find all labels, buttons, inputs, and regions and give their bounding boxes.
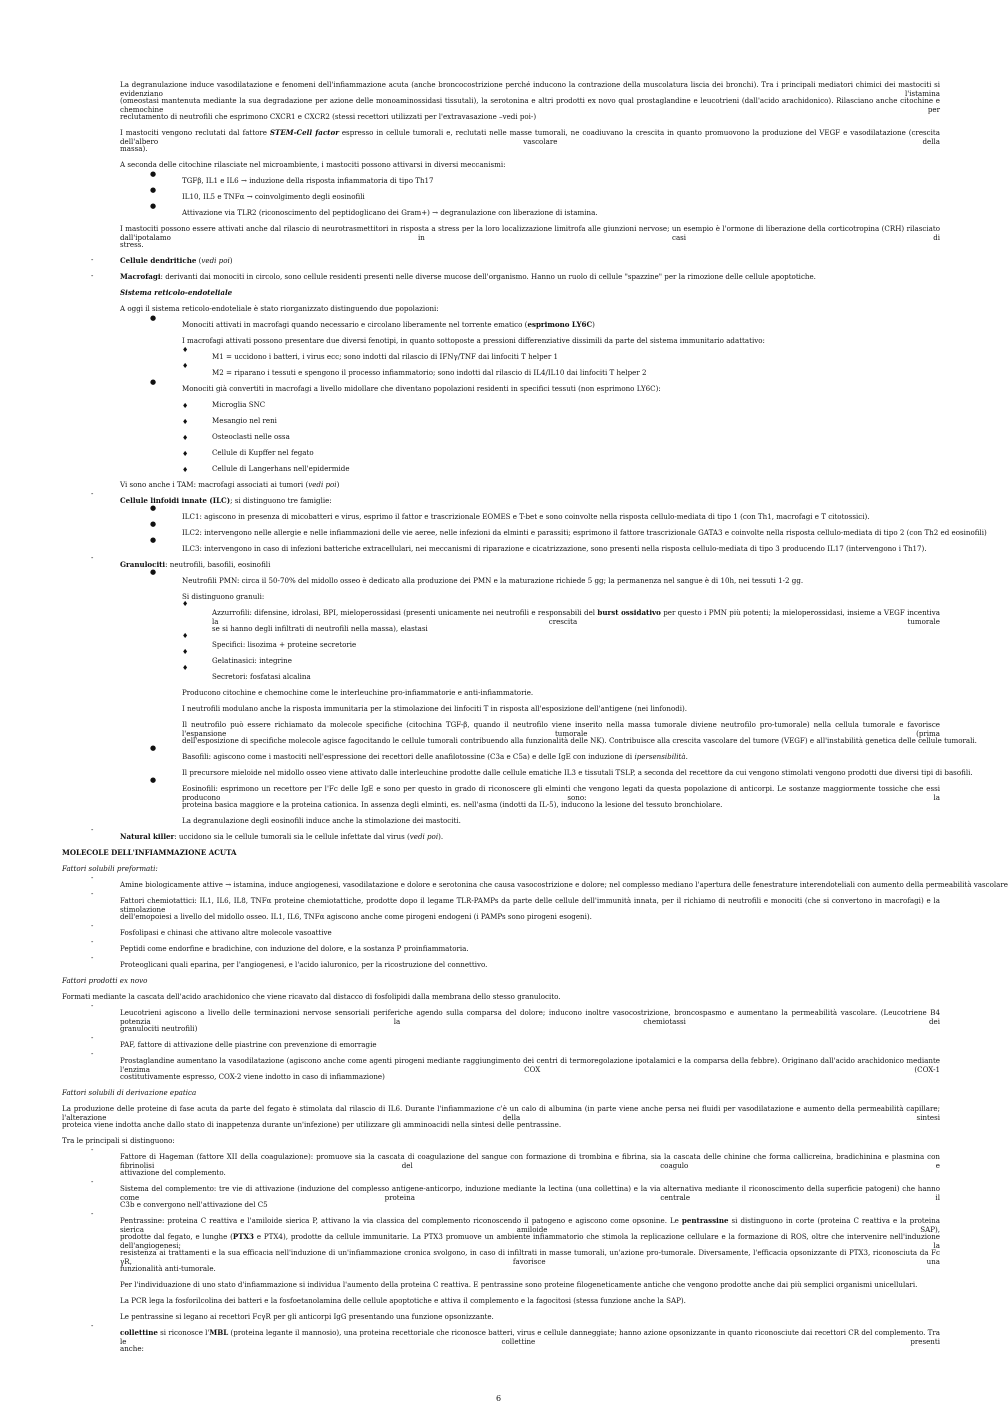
text-line: Osteoclasti nelle ossa — [212, 432, 290, 441]
text-line: massa). — [120, 144, 148, 153]
dash-bullet: - — [91, 890, 94, 898]
text-line: Sistema del complemento: tre vie di attivazione (induzione del complesso antigene-anticorpo, induzione mediante la lectina (una collettina) e la via alternativa mediante il riconoscimento della superficie patogeni) che hanno come proteina centrale il — [120, 1184, 940, 1202]
text-line: Per l'individuazione di uno stato d'infiammazione si individua l'aumento della proteina C reattiva. E pentrassine sono proteine filogeneticamente antiche che vengono prodotte anche dai più semplici organismi unicellulari. — [120, 1280, 918, 1289]
text-line: Il neutrofilo può essere richiamato da molecole specifiche (citochina TGF-β, quando il neutrofilo viene inserito nella massa tumorale diviene neutrofilo pro-tumorale) nella cellula tumorale e favorisce l'espansione tumorale (prima — [182, 720, 940, 738]
text-line: La PCR lega la fosforilcolina dei batteri e la fosfoetanolamina delle cellule apoptotiche e attiva il complemento e la fagocitosi (stessa funzione anche la SAP). — [120, 1296, 686, 1305]
text-line: attivazione del complemento. — [120, 1168, 226, 1177]
dot-bullet: ● — [150, 186, 157, 194]
diamond-bullet: ♦ — [182, 664, 189, 672]
text-line: La degranulazione degli eosinofili induce anche la stimolazione dei mastociti. — [182, 816, 461, 825]
dash-bullet: - — [91, 1050, 94, 1058]
text-line: proteina basica maggiore e la proteina cationica. In assenza degli elminti, es. nell'asma (indotti da IL-5), inducono la lesione del tessuto bronchiolare. — [182, 800, 723, 809]
text-line: IL10, IL5 e TNFα → coinvolgimento degli eosinofili — [182, 192, 365, 201]
text-line: Fattore di Hageman (fattore XII della coagulazione): promuove sia la cascata di coagulazione del sangue con formazione di trombina e fibrina, sia la cascata delle chinine che forma callicreina, bradichinina e plasmina con fibrinolisi del coagulo e — [120, 1152, 940, 1170]
text-line: Amine biologicamente attive → istamina, induce angiogenesi, vasodilatazione e dolore e serotonina che causa vasocostrizione e dolore; nel complesso mediano l'apertura delle fenestrature interendoteliali con aumento della permeabilità vascolare — [120, 880, 1008, 889]
text-line: Vi sono anche i TAM: macrofagi associati ai tumori (vedi poi) — [120, 480, 340, 489]
text-line: proteica viene indotta anche dallo stato di inappetenza durante un'infezione) per utilizzare gli amminoacidi nella sintesi delle pentrassine. — [62, 1120, 562, 1129]
text-line: Macrofagi: derivanti dai monociti in circolo, sono cellule residenti presenti nelle diverse mucose dell'organismo. Hanno un ruolo di cellule "spazzine" per la rimozione delle cellule apoptotiche. — [120, 272, 816, 281]
dash-bullet: - — [91, 1210, 94, 1218]
dash-bullet: - — [91, 938, 94, 946]
diamond-bullet: ♦ — [182, 648, 189, 656]
text-line: ILC3: intervengono in caso di infezioni batteriche extracellulari, nei meccanismi di riparazione e cicatrizzazione, sono presenti nella risposta cellulo-mediata di tipo 3 producendo IL17 (intervengono i Th17). — [182, 544, 927, 553]
text-line: funzionalità anti-tumorale. — [120, 1264, 216, 1273]
text-line: Monociti attivati in macrofagi quando necessario e circolano liberamente nel torrente ematico (esprimono LY6C) — [182, 320, 595, 329]
text-line: I neutrofili modulano anche la risposta immunitaria per la stimolazione dei linfociti T in risposta all'esposizione dell'antigene (nei linfonodi). — [182, 704, 688, 713]
text-line: Producono citochine e chemochine come le interleuchine pro-infiammatorie e anti-infiammatorie. — [182, 688, 534, 697]
text-line: (omeostasi mantenuta mediante la sua degradazione per azione delle monoaminossidasi tissutali), la serotonina e altri prodotti ex novo qual prostaglandine e leucotrieni (dall'acido arachidonico). Rilasciano anche citochine e chemochine per — [120, 96, 940, 114]
text-line: Formati mediante la cascata dell'acido arachidonico che viene ricavato dal distacco di fosfolipidi dalla membrana dello stesso granulocito. — [62, 992, 561, 1001]
diamond-bullet: ♦ — [182, 346, 189, 354]
text-line: Fattori solubili di derivazione epatica — [62, 1088, 197, 1097]
text-line: Neutrofili PMN: circa il 50-70% del midollo osseo è dedicato alla produzione dei PMN e la maturazione richiede 5 gg; la permanenza nel sangue è di 10h, nei tessuti 1-2 gg. — [182, 576, 804, 585]
dash-bullet: - — [91, 554, 94, 562]
dash-bullet: - — [91, 490, 94, 498]
dot-bullet: ● — [150, 520, 157, 528]
text-line: Azzurrofili: difensine, idrolasi, BPI, mieloperossidasi (presenti unicamente nei neutrofili e responsabili del burst ossidativo per questo i PMN più potenti; la mieloperossidasi, insieme a VEGF incentiva la crescita tumorale — [212, 608, 941, 626]
text-line: I mastociti possono essere attivati anche dal rilascio di neurotrasmettitori in risposta a stress per la loro localizzazione limitrofa alle giunzioni nervose; un esempio è l'ormone di liberazione della corticotropina (CRH) rilasciato dall'ipotalamo in casi di — [120, 224, 940, 242]
text-line: Fattori prodotti ex novo — [62, 976, 148, 985]
text-line: Leucotrieni agiscono a livello delle terminazioni nervose sensoriali periferiche agendo sulla comparsa del dolore; inducono inoltre vasocostrizione, broncospasmo e aumentano la permeabilità vascolare. (Leucotriene B4 potenzia la chemiotassi dei — [120, 1008, 940, 1026]
text-line: dell'esposizione di specifiche molecole agisce fagocitando le cellule tumorali contribuendo alla funzionalità delle NK). Contribuisce alla crescita vascolare del tumore (VEGF) e all'instabilità genetica delle cellule tumorali. — [182, 736, 977, 745]
text-line: Attivazione via TLR2 (riconoscimento del peptidoglicano dei Gram+) → degranulazione con liberazione di istamina. — [182, 208, 598, 217]
dash-bullet: - — [91, 874, 94, 882]
text-line: Mesangio nel reni — [212, 416, 277, 425]
text-line: Cellule linfoidi innate (ILC); si distinguono tre famiglie: — [120, 496, 332, 505]
diamond-bullet: ♦ — [182, 466, 189, 474]
text-line: resistenza ai trattamenti e la sua efficacia nell'induzione di un'infiammazione cronica svolgono, in caso di infiltrati in masse tumorali, un'azione pro-tumorale. Diversamente, l'efficacia opsonizzante di PTX3, riconosciuta da Fc γR, favorisce una — [120, 1248, 940, 1266]
text-line: Granulociti: neutrofili, basofili, eosinofili — [120, 560, 271, 569]
text-line: Le pentrassine si legano ai recettori FcγR per gli anticorpi IgG presentando una funzione opsonizzante. — [120, 1312, 494, 1321]
dot-bullet: ● — [150, 568, 157, 576]
text-line: anche: — [120, 1344, 144, 1353]
text-line: Pentrassine: proteina C reattiva e l'amiloide sierica P, attivano la via classica del complemento riconoscendo il patogeno e agiscono come opsonine. Le pentrassine si distinguono in corte (proteina C reattiva e la proteina sierica amiloide SAP), — [120, 1216, 940, 1234]
text-line: Si distinguono granuli: — [182, 592, 265, 601]
dot-bullet: ● — [150, 378, 157, 386]
text-line: I mastociti vengono reclutati dal fattore STEM-Cell factor espresso in cellule tumorali e, reclutati nelle masse tumorali, ne coadiuvano la crescita in quanto promuovono la produzione del VEGF e vasodilatazione (crescita dell'albero vascolare della — [120, 128, 941, 146]
dot-bullet: ● — [150, 776, 157, 784]
dash-bullet: - — [91, 922, 94, 930]
dot-bullet: ● — [150, 170, 157, 178]
diamond-bullet: ♦ — [182, 418, 189, 426]
text-line: Basofili: agiscono come i mastociti nell'espressione dei recettori delle anafilotossine (C3a e C5a) e delle IgE con induzione di ipersensibilità. — [182, 752, 688, 761]
text-line: Secretori: fosfatasi alcalina — [212, 672, 311, 681]
text-line: ILC1: agiscono in presenza di micobatteri e virus, esprimo il fattor e trascrizionale EOMES e T-bet e sono coinvolte nella risposta cellulo-mediata di tipo 1 (con Th1, macrofagi e T citotossici). — [182, 512, 870, 521]
text-line: La produzione delle proteine di fase acuta da parte del fegato è stimolata dal rilascio di IL6. Durante l'infiammazione c'è un calo di albumina (in parte viene anche persa nei fluidi per vasodilatazione e aumento della permeabilità capillare; l'alterazione della sintesi — [62, 1104, 940, 1122]
text-line: Microglia SNC — [212, 400, 266, 409]
dash-bullet: - — [91, 1178, 94, 1186]
text-line: Cellule dendritiche (vedi poi) — [120, 256, 233, 265]
diamond-bullet: ♦ — [182, 600, 189, 608]
text-line: M2 = riparano i tessuti e spengono il processo infiammatorio; sono indotti dal rilascio di IL4/IL10 dai linfociti T helper 2 — [212, 368, 647, 377]
text-line: MOLECOLE DELL'INFIAMMAZIONE ACUTA — [62, 848, 237, 857]
dash-bullet: - — [91, 1034, 94, 1042]
text-line: dell'emopoiesi a livello del midollo osseo. IL1, IL6, TNFα agiscono anche come pirogeni endogeni (i PAMPs sono pirogeni esogeni). — [120, 912, 592, 921]
text-line: TGFβ, IL1 e IL6 → induzione della risposta infiammatoria di tipo Th17 — [182, 176, 434, 185]
dash-bullet: - — [91, 1322, 94, 1330]
text-line: Eosinofili: esprimono un recettore per l'Fc delle IgE e sono per questo in grado di riconoscere gli elminti che vengono legati da questa popolazione di anticorpi. Le sostanze maggiormente tossiche che essi producono sono: la — [182, 784, 940, 802]
text-line: Peptidi come endorfine e bradichine, con induzione del dolore, e la sostanza P proinfiammatoria. — [120, 944, 469, 953]
dot-bullet: ● — [150, 536, 157, 544]
text-line: Monociti già convertiti in macrofagi a livello midollare che diventano popolazioni residenti in specifici tessuti (non esprimono LY6C): — [182, 384, 661, 393]
text-line: prodotte dal fegato, e lunghe (PTX3 e PTX4), prodotte da cellule immunitarie. La PTX3 promuove un ambiente infiammatorio che stimola la replicazione cellulare e la formazione di ROS, oltre che intervenire nell'induzione dell'angiogenesi; la — [120, 1232, 940, 1250]
text-line: PAF, fattore di attivazione delle piastrine con prevenzione di emorragie — [120, 1040, 377, 1049]
dash-bullet: - — [91, 826, 94, 834]
dot-bullet: ● — [150, 744, 157, 752]
text-line: Fattori chemiotattici: IL1, IL6, IL8, TNFα proteine chemiotattiche, prodotte dopo il legame TLR-PAMPs da parte delle cellule dell'immunità innata, per il richiamo di neutrofili e monociti (che si convertono in macrofagi) e la stimolazione — [120, 896, 940, 914]
text-line: Gelatinasici: integrine — [212, 656, 292, 665]
text-line: La degranulazione induce vasodilatazione e fenomeni dell'infiammazione acuta (anche broncocostrizione perché inducono la contrazione della muscolatura liscia dei bronchi). Tra i principali mediatori chimici dei mastociti si evidenziano l'istamina — [120, 80, 940, 98]
text-line: reclutamento di neutrofili che esprimono CXCR1 e CXCR2 (stessi recettori utilizzati per l'extravasazione –vedi poi-) — [120, 112, 537, 121]
dot-bullet: ● — [150, 314, 157, 322]
text-line: Cellule di Langerhans nell'epidermide — [212, 464, 350, 473]
text-line: Il precursore mieloide nel midollo osseo viene attivato dalle interleuchine prodotte dalle cellule ematiche IL3 e tissutali TSLP, a seconda del recettore da cui vengono stimolati vengono prodotti due diversi tipi di basofili. — [182, 768, 973, 777]
text-line: Prostaglandine aumentano la vasodilatazione (agiscono anche come agenti pirogeni mediante raggiungimento dei centri di termoregolazione ipotalamici e la comparsa della febbre). Originano dall'acido arachidonico mediante l'enzima COX (COX-1 — [120, 1056, 940, 1074]
text-line: se si hanno degli infiltrati di neutrofili nella massa), elastasi — [212, 624, 428, 633]
dash-bullet: - — [91, 256, 94, 264]
dash-bullet: - — [91, 1002, 94, 1010]
dash-bullet: - — [91, 954, 94, 962]
text-line: Specifici: lisozima + proteine secretorie — [212, 640, 357, 649]
text-line: Natural killer: uccidono sia le cellule tumorali sia le cellule infettate dal virus (vedi poi). — [120, 832, 444, 841]
diamond-bullet: ♦ — [182, 632, 189, 640]
dash-bullet: - — [91, 272, 94, 280]
text-line: collettine si riconosce l'MBL (proteina legante il mannosio), una proteina recettoriale che riconosce batteri, virus e cellule danneggiate; hanno azione opsonizzante in quanto riconosciute dai recettori CR del complemento. Tra le collettine presenti — [120, 1328, 940, 1346]
text-line: granulociti neutrofili) — [120, 1024, 198, 1033]
text-line: stress. — [120, 240, 144, 249]
text-line: Sistema reticolo-endoteliale — [120, 288, 233, 297]
text-line: costitutivamente espresso, COX-2 viene indotto in caso di infiammazione) — [120, 1072, 385, 1081]
dot-bullet: ● — [150, 202, 157, 210]
diamond-bullet: ♦ — [182, 402, 189, 410]
text-line: Cellule di Kupffer nel fegato — [212, 448, 314, 457]
diamond-bullet: ♦ — [182, 450, 189, 458]
text-line: I macrofagi attivati possono presentare due diversi fenotipi, in quanto sottoposte a pressioni differenziative dissimili da parte del sistema immunitario adattativo: — [182, 336, 765, 345]
text-line: C3b e convergono nell'attivazione del C5 — [120, 1200, 268, 1209]
diamond-bullet: ♦ — [182, 434, 189, 442]
text-line: Proteoglicani quali eparina, per l'angiogenesi, e l'acido ialuronico, per la ricostruzione del connettivo. — [120, 960, 488, 969]
text-line: A oggi il sistema reticolo-endoteliale è stato riorganizzato distinguendo due popolazioni: — [120, 304, 439, 313]
text-line: Tra le principali si distinguono: — [62, 1136, 175, 1145]
page-number: 6 — [496, 1394, 502, 1403]
text-line: A seconda delle citochine rilasciate nel microambiente, i mastociti possono attivarsi in diversi meccanismi: — [120, 160, 506, 169]
text-line: Fosfolipasi e chinasi che attivano altre molecole vasoattive — [120, 928, 332, 937]
text-line: M1 = uccidono i batteri, i virus ecc; sono indotti dal rilascio di IFNγ/TNF dai linfociti T helper 1 — [212, 352, 559, 361]
text-line: ILC2: intervengono nelle allergie e nelle infiammazioni delle vie aeree, nelle infezioni da elminti e parassiti; esprimono il fattore trascrizionale GATA3 e coinvolte nella risposta cellulo-mediata di tipo 2 (con Th2 ed eosinofili) — [182, 528, 987, 537]
dash-bullet: - — [91, 1146, 94, 1154]
diamond-bullet: ♦ — [182, 362, 189, 370]
dot-bullet: ● — [150, 504, 157, 512]
text-line: Fattori solubili preformati: — [62, 864, 158, 873]
